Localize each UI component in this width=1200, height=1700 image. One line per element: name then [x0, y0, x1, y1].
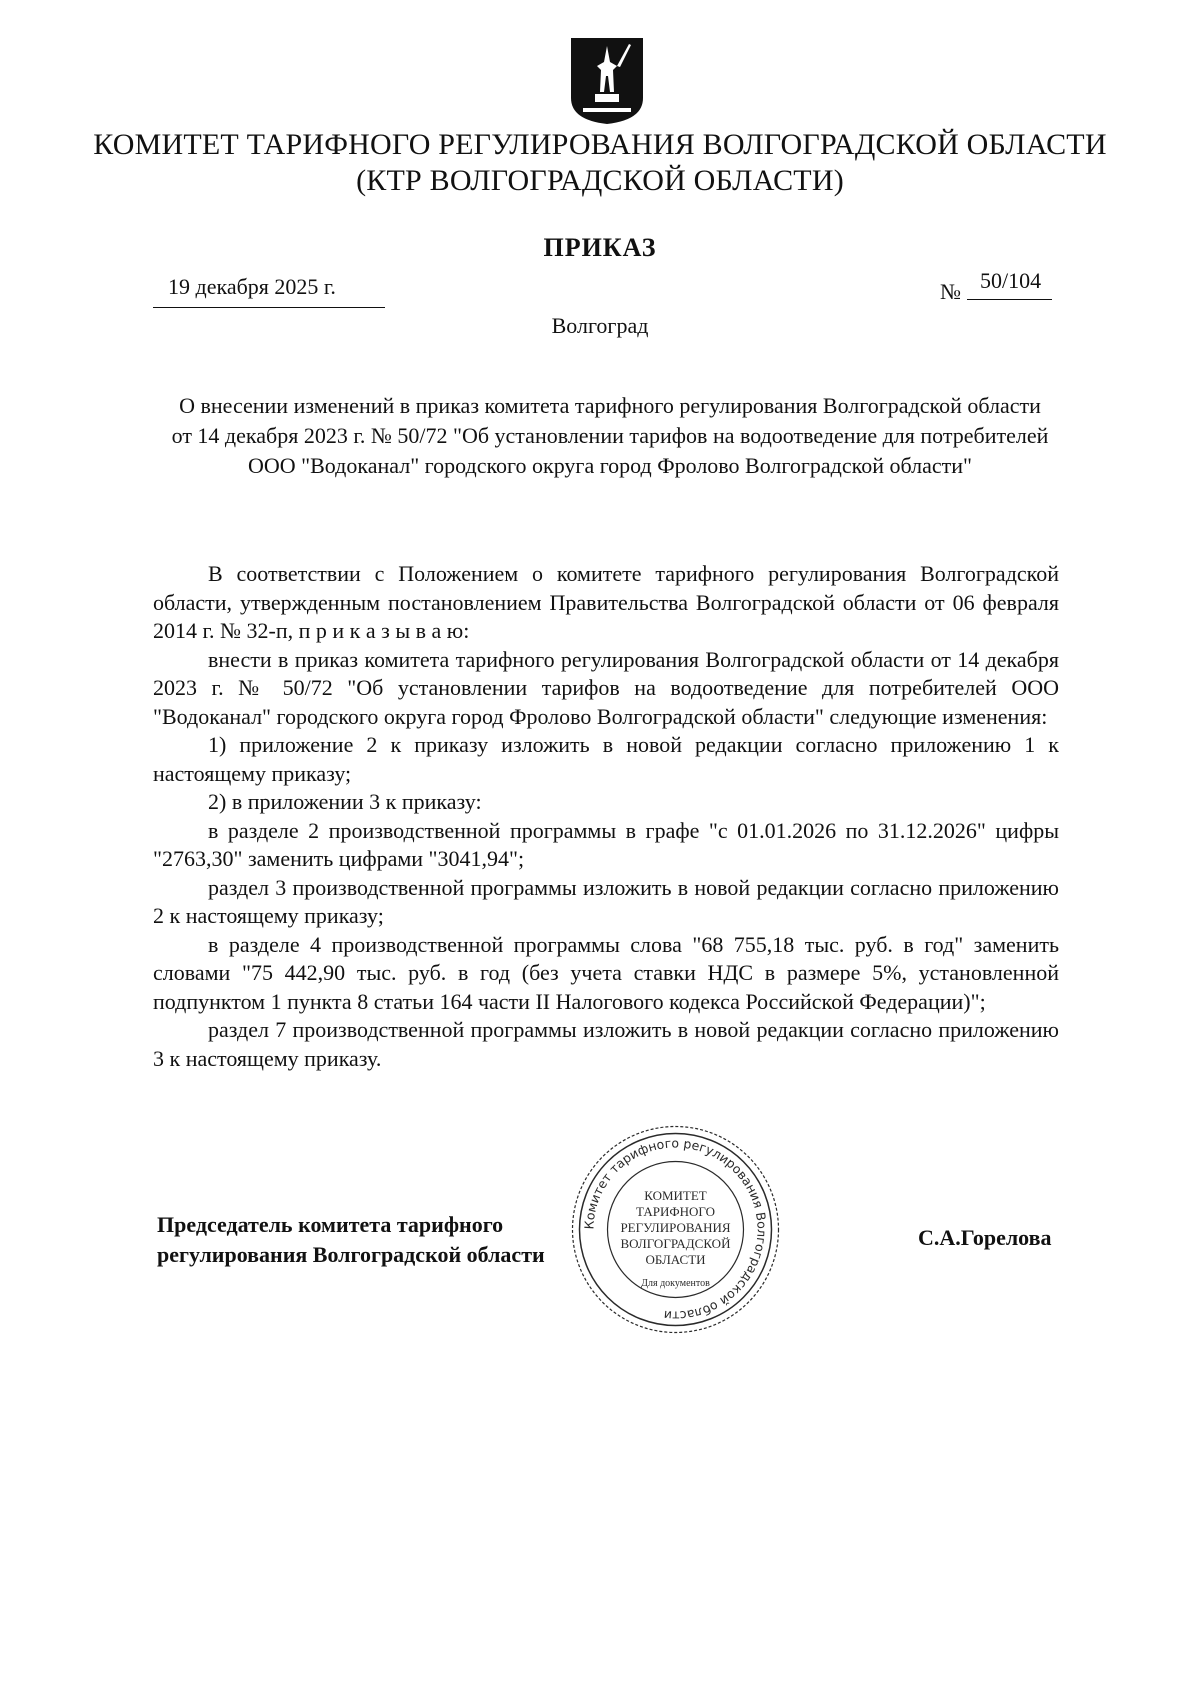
seal-line: ТАРИФНОГО [636, 1204, 715, 1219]
document-body [153, 560, 1059, 1073]
body-paragraph: 1) приложение 2 к приказу изложить в новой редакции согласно приложению 1 к настоящему приказу; [153, 732, 1059, 786]
body-paragraph: в разделе 4 производственной программы слова "68 755,18 тыс. руб. в год" заменить словами "75 442,90 тыс. руб. в год (без учета ставки НДС в размере 5%, установленной подпунктом 1 пункта 8 статьи 164 части II Налогового кодекса Российской Федерации)"; [153, 931, 1059, 1014]
coat-of-arms-icon [567, 36, 647, 126]
signatory-position-line: регулирования Волгоградской области [157, 1242, 545, 1267]
organization-short-name: (КТР ВОЛГОГРАДСКОЙ ОБЛАСТИ) [356, 164, 844, 197]
body-paragraph: внести в приказ комитета тарифного регулирования Волгоградской области от 14 декабря 2023 г. № 50/72 "Об установлении тарифов на водоотведение для потребителей ООО "Водоканал" городского округа город Фролово Волгоградской области" следующие изменения: [153, 646, 1059, 729]
document-date: 19 декабря 2025 г. [168, 274, 336, 299]
signatory-name: С.А.Горелова [918, 1225, 1052, 1250]
organization-name: КОМИТЕТ ТАРИФНОГО РЕГУЛИРОВАНИЯ ВОЛГОГРАДСКОЙ ОБЛАСТИ [93, 128, 1107, 161]
signatory-position [157, 1210, 545, 1270]
official-seal-stamp [568, 1122, 783, 1337]
seal-line: КОМИТЕТ [644, 1188, 707, 1203]
number-underline [967, 299, 1052, 300]
seal-bottom-text: Для документов [641, 1278, 710, 1289]
body-paragraph: раздел 7 производственной программы изложить в новой редакции согласно приложению 3 к настоящему приказу. [153, 1017, 1059, 1071]
number-sign: № [940, 279, 961, 304]
document-number: 50/104 [980, 268, 1042, 293]
body-paragraph: В соответствии с Положением о комитете тарифного регулирования Волгоградской области, утвержденным постановлением Правительства Волгоградской области от 06 февраля 2014 г. № 32-п, п р и к а з ы в а ю: [153, 561, 1059, 643]
document-city: Волгоград [551, 313, 649, 338]
body-paragraph: раздел 3 производственной программы изложить в новой редакции согласно приложению 2 к настоящему приказу; [153, 874, 1059, 928]
seal-line: ВОЛГОГРАДСКОЙ [620, 1236, 731, 1251]
seal-ring-text: Комитет тарифного регулирования Волгоградской области [581, 1135, 770, 1324]
body-paragraph: в разделе 2 производственной программы в графе "с 01.01.2026 по 31.12.2026" цифры "2763,30" заменить цифрами "3041,94"; [153, 817, 1059, 871]
date-underline [153, 307, 385, 308]
seal-line: РЕГУЛИРОВАНИЯ [620, 1220, 731, 1235]
body-paragraph: 2) в приложении 3 к приказу: [208, 789, 482, 814]
seal-line: ОБЛАСТИ [645, 1252, 706, 1267]
document-title: ПРИКАЗ [543, 233, 657, 262]
signatory-position-line: Председатель комитета тарифного [157, 1212, 504, 1237]
document-subject: О внесении изменений в приказ комитета тарифного регулирования Волгоградской области от 14 декабря 2023 г. № 50/72 "Об установлении тарифов на водоотведение для потребителей ООО "Водоканал" городского округа город Фролово Волгоградской области" [171, 393, 1049, 478]
